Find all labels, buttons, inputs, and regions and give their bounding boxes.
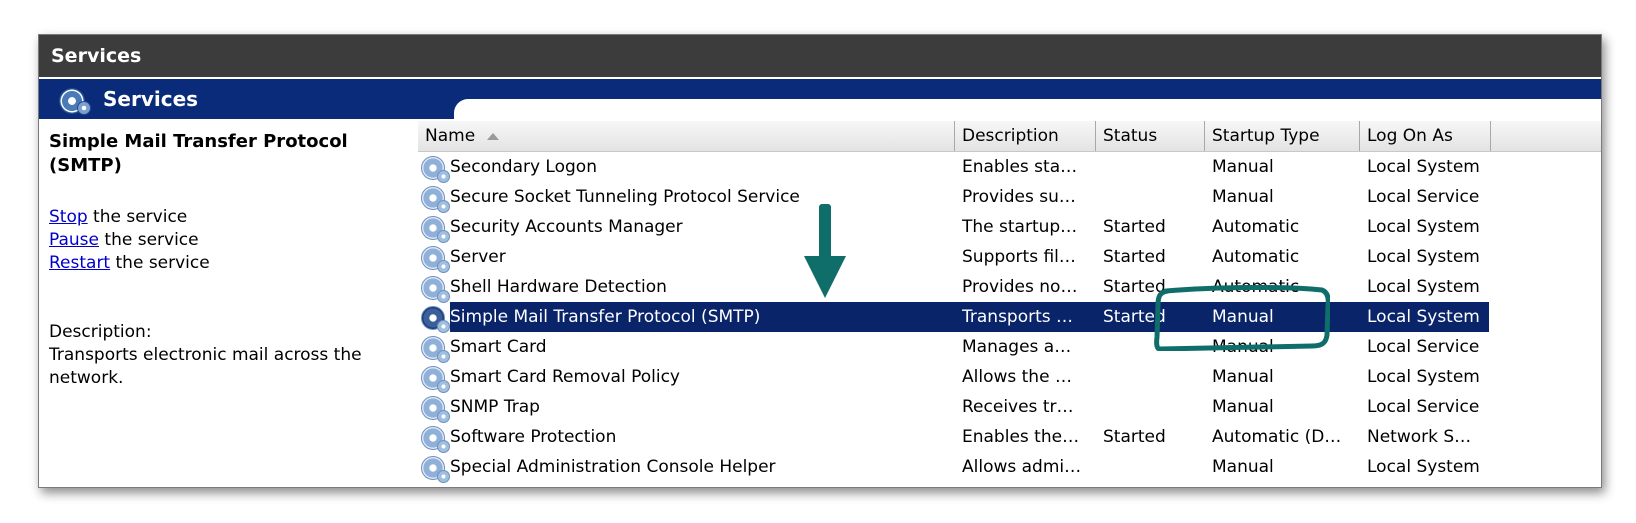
service-name: Secondary Logon bbox=[450, 157, 597, 177]
row-cells bbox=[450, 302, 1489, 332]
row-cells bbox=[450, 332, 1489, 362]
service-description bbox=[49, 321, 379, 390]
service-gear-icon bbox=[421, 276, 445, 300]
service-gear-icon bbox=[421, 396, 445, 420]
service-name: Simple Mail Transfer Protocol (SMTP) bbox=[450, 307, 761, 327]
service-description-cell: Provides no… bbox=[962, 277, 1078, 297]
service-log-on-as: Local System bbox=[1367, 367, 1480, 387]
row-cells bbox=[450, 422, 1489, 452]
service-startup-type: Automatic (D… bbox=[1212, 427, 1342, 447]
service-gear-icon bbox=[421, 336, 445, 360]
description-text: Transports electronic mail across the network. bbox=[49, 345, 362, 388]
table-row[interactable] bbox=[418, 212, 1601, 242]
service-name: Smart Card bbox=[450, 337, 547, 357]
service-startup-type: Manual bbox=[1212, 157, 1274, 177]
service-startup-type: Manual bbox=[1212, 397, 1274, 417]
service-gear-icon bbox=[421, 186, 445, 210]
row-cells bbox=[450, 452, 1489, 482]
stop-link[interactable]: Stop bbox=[49, 207, 88, 227]
service-name: Server bbox=[450, 247, 506, 267]
column-startup-type-label: Startup Type bbox=[1212, 126, 1320, 146]
service-name: Smart Card Removal Policy bbox=[450, 367, 680, 387]
selected-service-title: Simple Mail Transfer Protocol (SMTP) bbox=[49, 131, 348, 176]
service-log-on-as: Local Service bbox=[1367, 397, 1480, 417]
table-row[interactable] bbox=[418, 422, 1601, 452]
service-startup-type: Automatic bbox=[1212, 277, 1300, 297]
column-header bbox=[418, 121, 1601, 152]
pause-action bbox=[49, 229, 404, 252]
service-startup-type: Manual bbox=[1212, 457, 1274, 477]
restart-action-text: the service bbox=[110, 253, 210, 273]
service-status: Started bbox=[1103, 247, 1166, 267]
service-description-cell: Provides su… bbox=[962, 187, 1076, 207]
service-name: Software Protection bbox=[450, 427, 617, 447]
service-description-cell: Allows the … bbox=[962, 367, 1072, 387]
service-gear-icon bbox=[421, 366, 445, 390]
column-description[interactable] bbox=[955, 121, 1096, 151]
sort-ascending-icon bbox=[487, 133, 499, 140]
pause-action-text: the service bbox=[99, 230, 199, 250]
service-description-cell: Enables sta… bbox=[962, 157, 1078, 177]
restart-action bbox=[49, 252, 404, 275]
startup-type-highlight bbox=[1154, 285, 1330, 351]
service-gear-icon bbox=[421, 306, 445, 330]
stop-action-text: the service bbox=[87, 207, 188, 227]
service-gear-icon bbox=[421, 156, 445, 180]
table-row[interactable] bbox=[418, 152, 1601, 182]
column-startup-type[interactable] bbox=[1205, 121, 1360, 151]
service-description-cell: The startup… bbox=[962, 217, 1078, 237]
restart-link[interactable]: Restart bbox=[49, 253, 111, 273]
gears-small-icon bbox=[77, 101, 91, 115]
description-label: Description: bbox=[49, 322, 152, 342]
column-log-on-as[interactable] bbox=[1360, 121, 1491, 151]
table-row[interactable] bbox=[418, 392, 1601, 422]
window-title: Services bbox=[39, 35, 1601, 77]
table-row[interactable] bbox=[418, 362, 1601, 392]
service-log-on-as: Local System bbox=[1367, 457, 1480, 477]
service-name: SNMP Trap bbox=[450, 397, 540, 417]
service-log-on-as: Local Service bbox=[1367, 187, 1480, 207]
tab-notch bbox=[454, 99, 1601, 119]
service-description-cell: Manages a… bbox=[962, 337, 1072, 357]
service-name: Secure Socket Tunneling Protocol Service bbox=[450, 187, 800, 207]
service-name: Security Accounts Manager bbox=[450, 217, 683, 237]
table-row[interactable] bbox=[418, 182, 1601, 212]
service-startup-type: Manual bbox=[1212, 187, 1274, 207]
service-startup-type: Manual bbox=[1212, 367, 1274, 387]
service-description-cell: Enables the… bbox=[962, 427, 1080, 447]
row-cells bbox=[450, 152, 1489, 182]
row-cells bbox=[450, 212, 1489, 242]
row-cells bbox=[450, 392, 1489, 422]
service-startup-type: Automatic bbox=[1212, 217, 1300, 237]
service-log-on-as: Network S… bbox=[1367, 427, 1472, 447]
row-cells bbox=[450, 242, 1489, 272]
service-name: Special Administration Console Helper bbox=[450, 457, 776, 477]
service-description-cell: Transports … bbox=[962, 307, 1074, 327]
service-description-cell: Receives tr… bbox=[962, 397, 1074, 417]
service-status: Started bbox=[1103, 217, 1166, 237]
row-cells bbox=[450, 272, 1489, 302]
service-startup-type: Manual bbox=[1212, 307, 1274, 327]
column-status-label: Status bbox=[1103, 126, 1158, 146]
column-description-label: Description bbox=[962, 126, 1059, 146]
service-status: Started bbox=[1103, 427, 1166, 447]
service-actions bbox=[49, 206, 404, 275]
column-name-label: Name bbox=[425, 126, 476, 146]
panel-title: Services bbox=[103, 87, 199, 111]
table-row[interactable] bbox=[418, 332, 1601, 362]
stop-action bbox=[49, 206, 404, 229]
service-status: Started bbox=[1103, 277, 1166, 297]
column-log-on-as-label: Log On As bbox=[1367, 126, 1453, 146]
service-log-on-as: Local System bbox=[1367, 307, 1480, 327]
service-log-on-as: Local Service bbox=[1367, 337, 1480, 357]
pause-link[interactable]: Pause bbox=[49, 230, 99, 250]
service-log-on-as: Local System bbox=[1367, 217, 1480, 237]
column-name[interactable] bbox=[418, 121, 955, 151]
service-gear-icon bbox=[421, 246, 445, 270]
down-arrow-icon bbox=[804, 204, 846, 298]
service-startup-type: Manual bbox=[1212, 337, 1274, 357]
services-list bbox=[418, 121, 1601, 487]
extended-pane bbox=[39, 119, 414, 487]
service-startup-type: Automatic bbox=[1212, 247, 1300, 267]
service-log-on-as: Local System bbox=[1367, 277, 1480, 297]
table-row[interactable] bbox=[418, 452, 1601, 482]
row-cells bbox=[450, 182, 1489, 212]
service-description-cell: Allows admi… bbox=[962, 457, 1082, 477]
service-log-on-as: Local System bbox=[1367, 157, 1480, 177]
column-status[interactable] bbox=[1096, 121, 1205, 151]
service-name: Shell Hardware Detection bbox=[450, 277, 667, 297]
service-description-cell: Supports fil… bbox=[962, 247, 1076, 267]
service-status: Started bbox=[1103, 307, 1166, 327]
service-log-on-as: Local System bbox=[1367, 247, 1480, 267]
service-gear-icon bbox=[421, 456, 445, 480]
service-gear-icon bbox=[421, 426, 445, 450]
row-cells bbox=[450, 362, 1489, 392]
service-gear-icon bbox=[421, 216, 445, 240]
table-row[interactable] bbox=[418, 242, 1601, 272]
table-row[interactable] bbox=[418, 272, 1601, 302]
table-row[interactable] bbox=[418, 302, 1601, 332]
